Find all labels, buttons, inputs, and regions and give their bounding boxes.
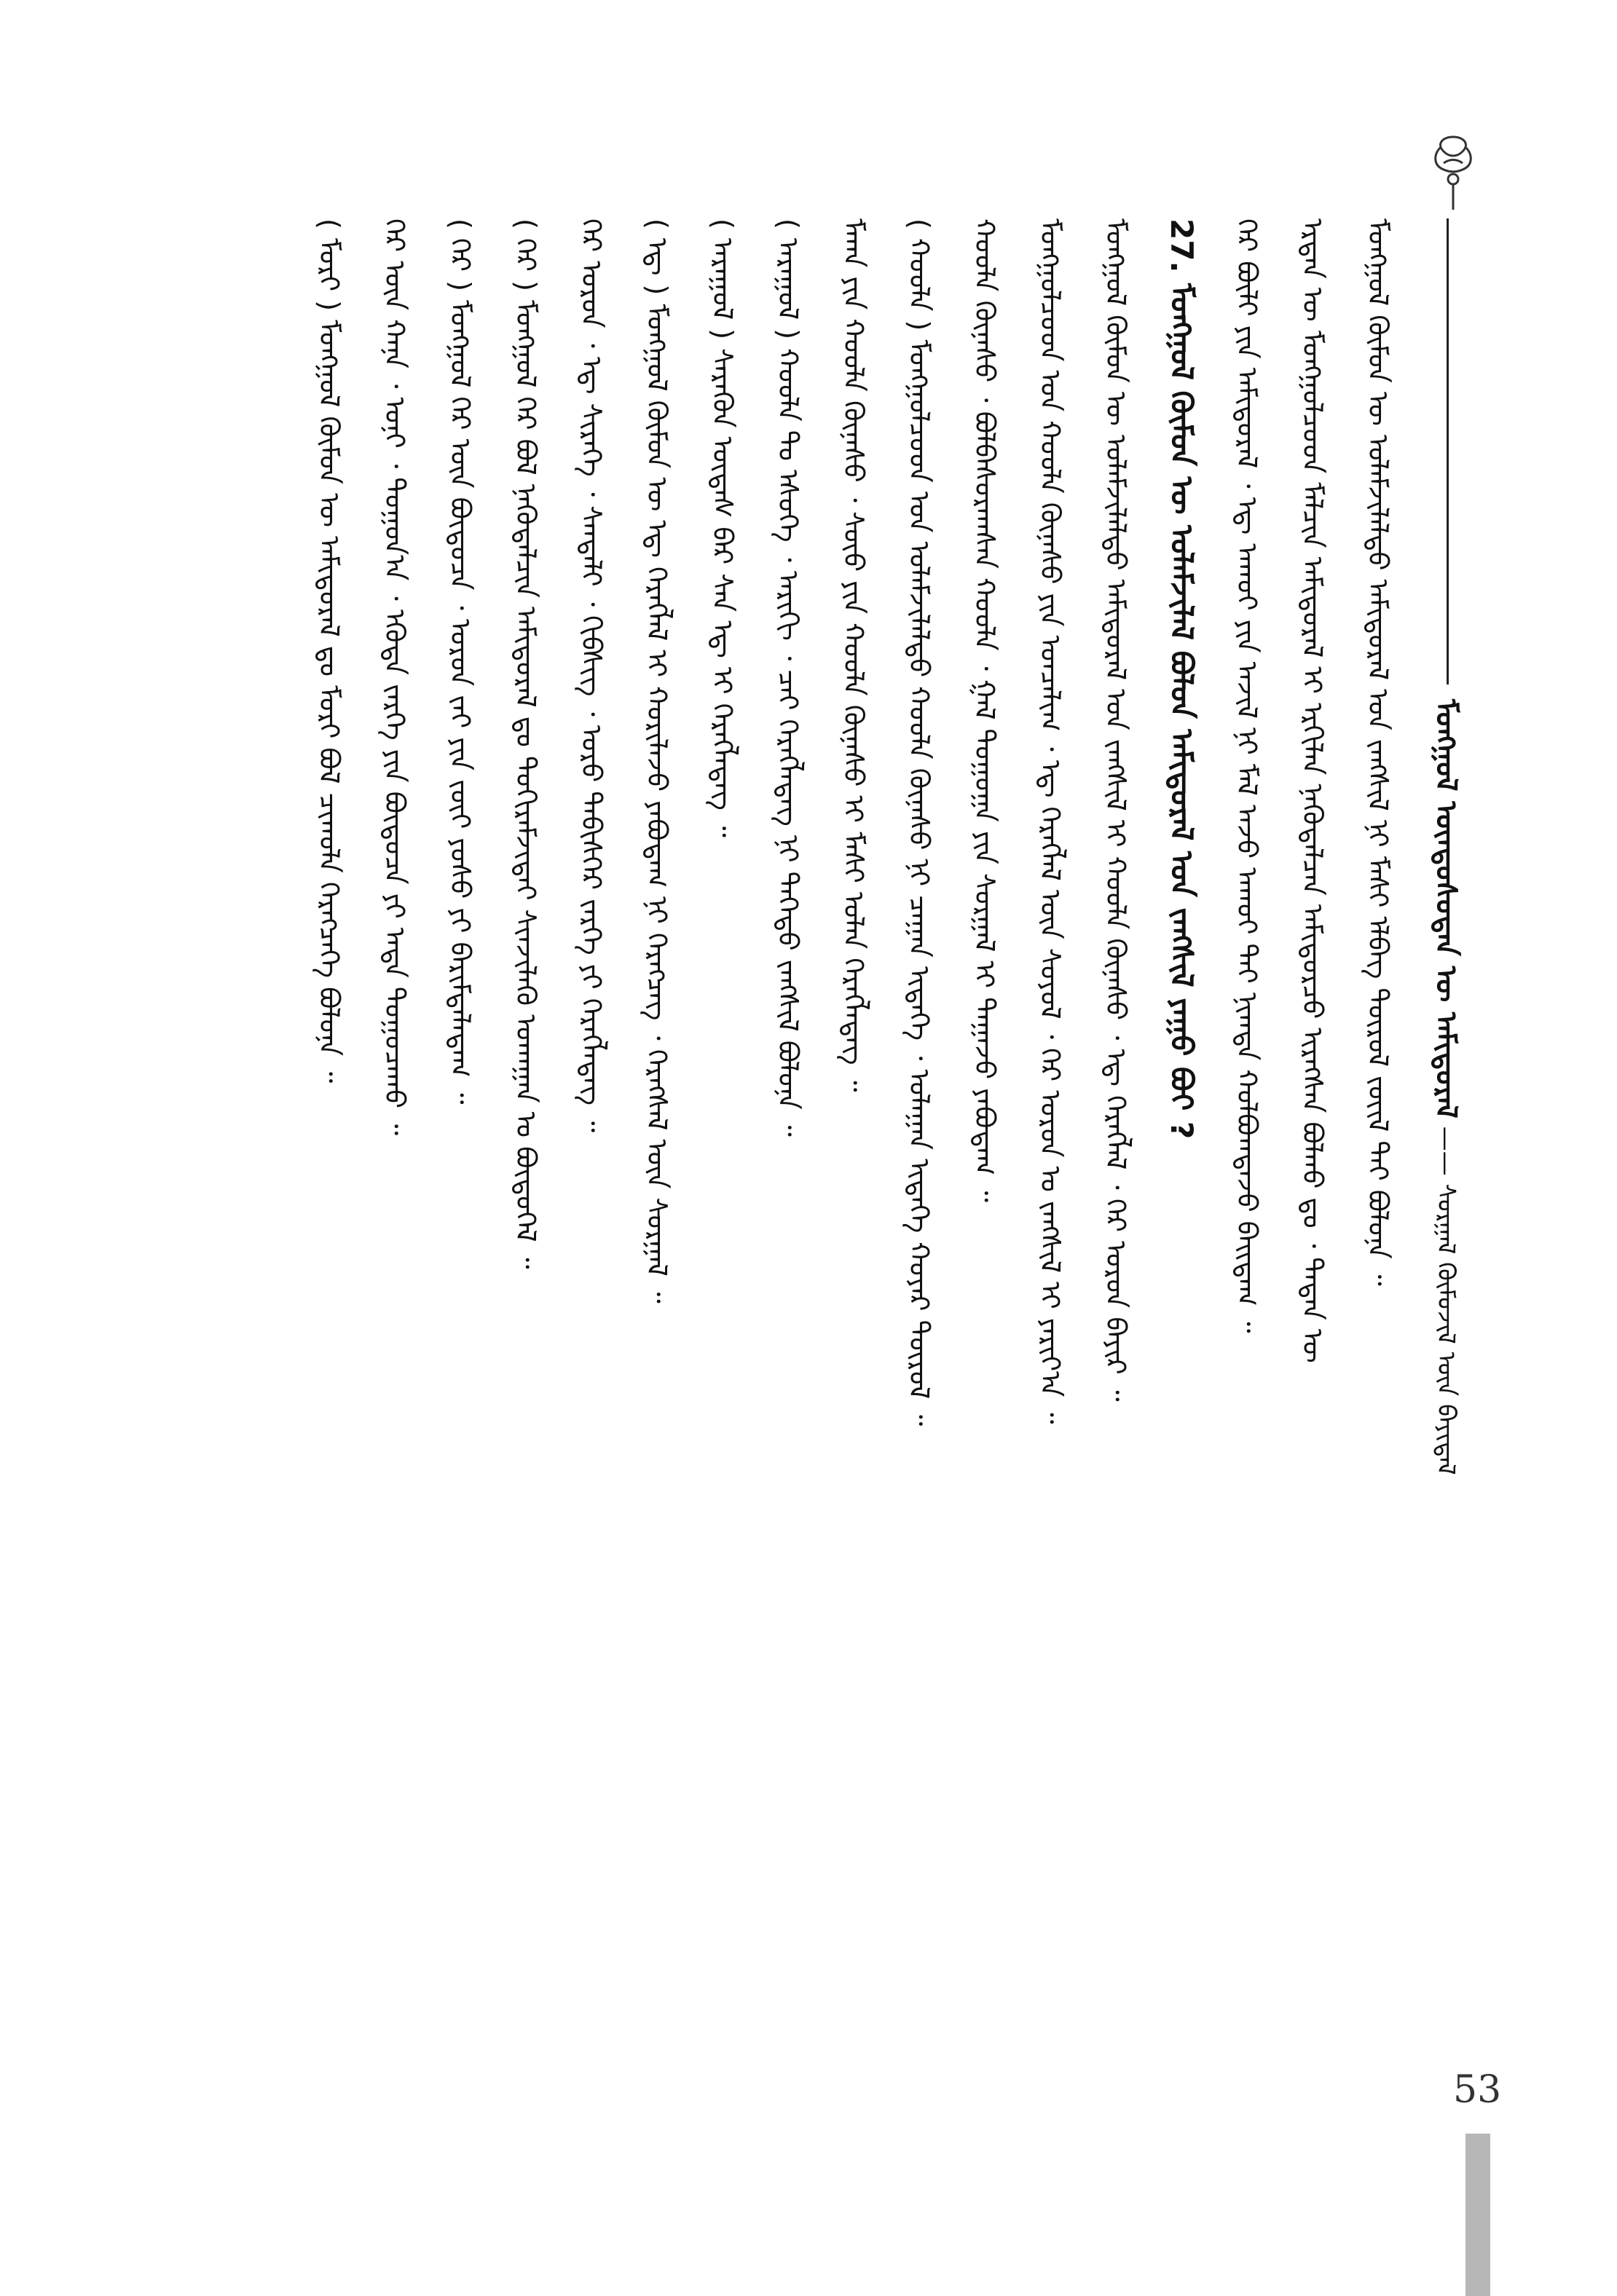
text-column: ( ᠮᠣᠷᠢ ) ᠮᠣᠩᠭᠣᠯ ᠬᠦᠮᠦᠨ ᠦ ᠠᠮᠢᠳᠤᠷᠠᠯ ᠳᠤ ᠮᠣᠷᠢ ᠪᠣᠯ ᠴᠢᠬᠤᠯᠠ ᠬᠡᠷᠡᠭᠴᠡᠭᠡ ᠪᠣᠯᠤᠨᠠ ᠃ <box>313 218 345 1084</box>
text-column: ( ᠡᠳ᠋ ) ᠮᠣᠩᠭᠣᠯ ᠬᠦᠮᠦᠨ ᠦ ᠡᠳ᠋ ᠬᠡᠷᠡᠭᠯᠡᠯ ᠢ ᠬᠣᠷᠢᠯᠠᠵᠤ ᠶᠠᠪᠤᠳᠠᠭ ᠨᠢ ᠬᠡᠷᠡᠭᠴᠡᠭ ᠂ ᠬᠡᠷᠡᠭᠰᠡᠯ ᠦᠨ ᠰᠤᠷᠭᠠᠯ ᠃ <box>641 218 673 1303</box>
page-edge-tab <box>1465 2134 1490 2296</box>
running-head-title: ᠮᠣᠩᠭᠣᠯ ᠦᠨᠳᠦᠰᠦᠲᠡᠨ ᠦ ᠠᠮᠢᠳᠤᠷᠠᠯ <box>1429 699 1463 1119</box>
header-ornament <box>1428 131 1479 211</box>
text-column: ᠮᠣᠩᠭᠣᠯ ᠬᠦᠮᠦᠨ ᠦ ᠤᠯᠠᠮᠵᠢᠯᠠᠯᠲᠤ ᠠᠮᠢᠳᠤᠷᠠᠯ ᠤᠨ ᠵᠠᠩᠰᠢᠯ ᠢ ᠬᠣᠣᠯᠠ ᠬᠦᠨᠡᠰᠦ ᠂ ᠡᠳ᠋ ᠬᠡᠷᠡᠭᠯᠡᠯ ᠂ ᠭᠡᠷ ᠣᠷᠣᠨ ᠪᠠᠶᠢᠷ ᠃ <box>1100 218 1132 1402</box>
text-column: ᠭᠡᠷ ᠦᠨ ᠬᠠᠨᠠ ᠂ ᠣᠨᠢ ᠂ ᠲᠣᠭᠣᠨ᠎ᠠ ᠂ ᠡᠭᠦᠳᠡ ᠵᠡᠷᠭᠡ ᠶᠢᠨ ᠪᠦᠲᠦᠴᠡ ᠶᠢ ᠡᠨᠳᠡ ᠲᠣᠭᠣᠴᠠᠬᠤ ᠃ <box>379 218 411 1136</box>
question-number: 27. <box>1164 218 1200 273</box>
text-column: ᠮᠠᠬᠠ ᠶᠢᠨ ᠬᠣᠣᠯᠠ ᠬᠦᠨᠡᠰᠦ ᠂ ᠰᠦᠦ ᠶᠢᠨ ᠬᠣᠣᠯᠠ ᠬᠦᠨᠡᠰᠦ ᠢ ᠮᠠᠰᠢ ᠣᠯᠠᠨ ᠬᠡᠷᠡᠭᠯᠡᠳᠡᠭ ᠃ <box>838 218 870 1092</box>
text-column: ᠮᠣᠩᠭᠣᠯ ᠬᠦᠮᠦᠨ ᠦ ᠤᠯᠠᠮᠵᠢᠯᠠᠯᠲᠤ ᠠᠮᠢᠳᠤᠷᠠᠯ ᠤᠨ ᠵᠠᠩᠰᠢᠯ ᠨᠢ ᠮᠠᠰᠢ ᠡᠯᠪᠡᠭ ᠲᠥᠷᠥᠯ ᠵᠦᠢᠯ ᠲᠡᠢ ᠪᠣᠯᠤᠨᠠ ᠃ <box>1362 218 1394 1286</box>
running-head <box>1420 699 1471 1475</box>
page-number: 53 <box>1453 2068 1502 2112</box>
knot-ornament-icon <box>1428 131 1479 211</box>
text-column: ᠬᠣᠣᠯᠠ ᠬᠦᠨᠡᠰᠦ ᠂ ᠪᠣᠯᠪᠠᠰᠤᠷᠠᠭᠰᠠᠨ ᠬᠣᠣᠯᠠ ᠂ ᠭᠠᠯ ᠲᠣᠭᠣᠭᠠ ᠶᠢᠨ ᠰᠤᠷᠭᠠᠯ ᠢ ᠳᠠᠭᠠᠵᠤ ᠶᠠᠪᠤᠳᠠᠭ ᠃ <box>969 218 1001 1202</box>
header-rule <box>1447 218 1449 685</box>
text-column: ( ᠭᠡᠷ ) ᠮᠣᠩᠭᠣᠯ ᠭᠡᠷ ᠪᠣᠯ ᠨᠡᠭᠦᠳᠡᠯᠴᠢᠨ ᠠᠮᠢᠳᠤᠷᠠᠯ ᠳᠤ ᠳᠤᠬᠢᠷᠠᠮᠵᠢᠲᠠᠢ ᠰᠢᠨᠵᠢᠯᠡᠬᠦ ᠤᠬᠠᠭᠠᠨ ᠤ ᠪᠦᠲᠦᠭᠡᠯ ᠃ <box>510 218 542 1269</box>
text-column: ᠮᠣᠩᠭᠣᠯᠴᠤᠳ ᠤᠨ ᠬᠣᠣᠯᠠ ᠬᠦᠨᠡᠰᠦ ᠶᠢᠨ ᠣᠨᠴᠠᠯᠢᠭ ᠂ ᠡᠳ᠋ ᠬᠡᠷᠡᠭᠯᠡᠯ ᠦᠨ ᠰᠣᠶᠣᠯ ᠂ ᠭᠡᠷ ᠣᠷᠣᠨ ᠤ ᠵᠠᠩᠰᠢᠯ ᠢ ᠶᠠᠷᠢᠶ᠎ᠠ ᠃ <box>1034 218 1066 1424</box>
text-column: ( ᠬᠣᠣᠯᠠ ) ᠮᠣᠩᠭᠣᠯᠴᠤᠳ ᠤᠨ ᠤᠯᠠᠮᠵᠢᠯᠠᠯᠲᠤ ᠬᠣᠣᠯᠠ ᠬᠦᠨᠡᠰᠦ ᠨᠢ ᠴᠠᠭᠠᠨ ᠢᠳᠡᠭᠡ ᠂ ᠤᠯᠠᠭᠠᠨ ᠢᠳᠡᠭᠡ ᠬᠣᠶᠠᠷ ᠲᠥᠷᠥᠯ ᠃ <box>903 218 935 1427</box>
text-column: ᠭᠡᠷ ᠣᠷᠣᠨ ᠂ ᠡᠳ᠋ ᠰᠢᠷᠡᠭᠡ ᠂ ᠰᠠᠨᠳᠠᠯᠢ ᠂ ᠬᠢᠪᠰᠢᠭ ᠂ ᠣᠷᠣ ᠳᠡᠪᠢᠰᠬᠡᠷ ᠵᠡᠷᠭᠡ ᠶᠢ ᠬᠡᠷᠡᠭᠯᠡᠳᠡᠭ ᠃ <box>575 218 607 1133</box>
text-column: ᠡᠷᠲᠡᠨ ᠦ ᠮᠣᠩᠭᠣᠯᠴᠤᠳ ᠮᠠᠯᠴᠢᠨ ᠠᠮᠢᠳᠤᠷᠠᠯ ᠢ ᠡᠷᠬᠢᠯᠡᠨ ᠨᠡᠭᠦᠳᠡᠯᠴᠡᠨ ᠠᠮᠢᠳᠤᠷᠴᠤ ᠢᠷᠡᠭᠰᠡᠨ ᠪᠣᠯᠬᠣ ᠳᠤ ᠂ ᠲᠡᠳᠡᠨ ᠦ <box>1297 218 1329 1363</box>
question-text: ᠮᠣᠩᠭᠣᠯ ᠬᠦᠮᠦᠨ ᠦ ᠤᠯᠠᠮᠵᠢᠯᠠᠯ ᠪᠣᠯᠣᠨ ᠠᠮᠢᠳᠤᠷᠠᠯ ᠤᠨ ᠵᠠᠩᠰᠢᠯ ᠶᠠᠭᠤ ᠪᠤᠢ ? <box>1164 283 1200 1140</box>
text-column: ( ᠭᠡᠷ ) ᠮᠣᠩᠭᠣᠯ ᠭᠡᠷ ᠦᠨ ᠪᠦᠲᠦᠴᠡ ᠂ ᠣᠷᠣᠨ ᠵᠠᠢ ᠶᠢᠨ ᠵᠦᠢ ᠶᠣᠰᠣ ᠶᠢ ᠪᠠᠷᠢᠮᠲᠠᠯᠠᠳᠠᠭ ᠃ <box>444 218 476 1105</box>
text-column: ( ᠠᠷᠠᠭᠤᠯ ) ᠰᠡᠷᠡᠭᠦᠨ ᠦᠳᠡᠰ ᠪᠠᠷ ᠰᠡᠨ ᠡᠳ᠋ ᠢ ᠬᠡᠷᠡᠭᠯᠡᠳᠡᠭ ᠃ <box>707 218 739 837</box>
text-column: ( ᠠᠷᠠᠭᠤᠯ ) ᠬᠣᠣᠯᠠ ᠲᠤ ᠡᠰᠦᠭᠡ ᠂ ᠠᠷᠢᠬᠢ ᠂ ᠴᠠᠢ ᠬᠡᠷᠡᠭᠯᠡᠳᠡᠭ ᠨᠢ ᠳᠡᠭᠡᠳᠦ ᠵᠠᠩᠰᠢᠯ ᠪᠣᠯᠤᠨᠠ ᠃ <box>772 218 804 1137</box>
question-heading <box>1161 218 1202 1995</box>
text-column: ᠭᠡᠷ ᠪᠦᠯᠢ ᠶᠢᠨ ᠠᠮᠢᠳᠤᠷᠠᠯ ᠂ ᠡᠳ᠋ ᠠᠬᠤᠢ ᠶᠢᠨ ᠠᠵᠢᠯ ᠨᠢ ᠮᠠᠯ ᠠᠵᠤ ᠠᠬᠤᠢ ᠲᠠᠢ ᠨᠢᠭᠲᠠ ᠬᠣᠯᠪᠣᠭᠳᠠᠵᠤ ᠪᠠᠢᠳᠠᠭ ᠃ <box>1231 218 1263 1333</box>
running-head-subtitle: —— ᠰᠤᠷᠭᠠᠯ ᠬᠦᠮᠦᠵᠢᠯ ᠦᠨ ᠪᠠᠶᠢᠳᠠᠯ <box>1431 1126 1460 1475</box>
body-text <box>189 218 1398 1995</box>
